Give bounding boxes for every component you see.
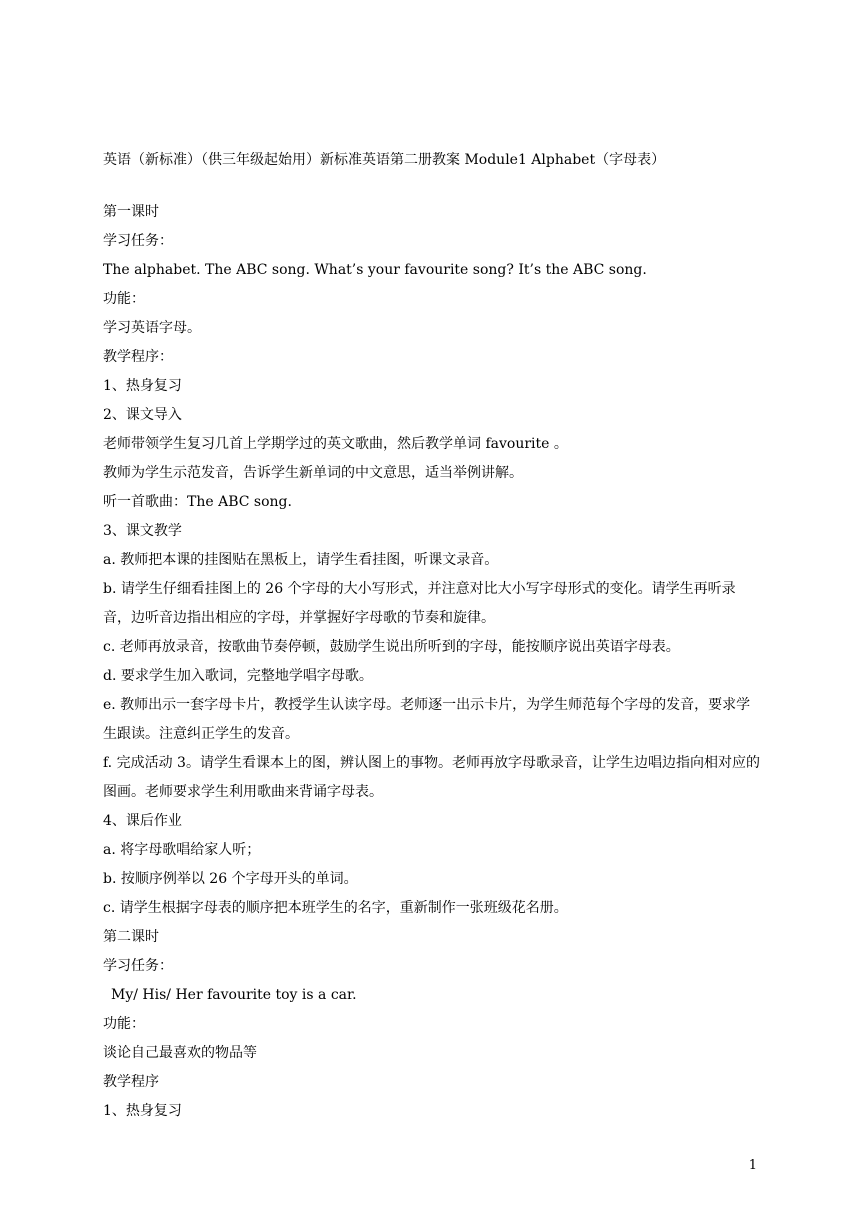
- document-title: 英语（新标准）（供三年级起始用）新标准英语第二册教案 Module1 Alphabet（字母表）: [103, 152, 666, 168]
- introduction-line-3: 听一首歌曲：The ABC song.: [103, 494, 292, 510]
- lesson-two-procedure-heading: 教学程序: [103, 1074, 159, 1090]
- lesson-two-warmup: 1、热身复习: [103, 1103, 182, 1119]
- homework-item-b: b. 按顺序例举以 26 个字母开头的单词。: [103, 871, 358, 887]
- introduction-line-2: 教师为学生示范发音，告诉学生新单词的中文意思，适当举例讲解。: [103, 465, 523, 481]
- lesson-one-heading: 第一课时: [103, 204, 159, 220]
- teaching-procedure-heading: 教学程序：: [103, 349, 173, 365]
- teaching-item-d: d. 要求学生加入歌词，完整地学唱字母歌。: [103, 668, 373, 684]
- introduction-line-1: 老师带领学生复习几首上学期学过的英文歌曲，然后教学单词 favourite 。: [103, 436, 568, 452]
- homework-item-c: c. 请学生根据字母表的顺序把本班学生的名字，重新制作一张班级花名册。: [103, 900, 568, 916]
- teaching-item-a: a. 教师把本课的挂图贴在黑板上，请学生看挂图，听课文录音。: [103, 552, 499, 568]
- page-number: 1: [748, 1158, 757, 1173]
- teaching-item-c: c. 老师再放录音，按歌曲节奏停顿，鼓励学生说出所听到的字母，能按顺序说出英语字母表。: [103, 639, 680, 655]
- teaching-item-f: f. 完成活动 3。请学生看课本上的图，辨认图上的事物。老师再放字母歌录音，让学生边唱边指向相对应的图画。老师要求学生利用歌曲来背诵字母表。: [103, 755, 760, 800]
- lesson-two-heading: 第二课时: [103, 929, 159, 945]
- lesson-two-task-heading: 学习任务：: [103, 958, 173, 974]
- step-warmup: 1、热身复习: [103, 378, 182, 394]
- lesson-two-task-content: My/ His/ Her favourite toy is a car.: [111, 987, 357, 1003]
- lesson-two-function-heading: 功能：: [103, 1016, 145, 1032]
- lesson-two-function-content: 谈论自己最喜欢的物品等: [103, 1045, 257, 1061]
- step-homework: 4、课后作业: [103, 813, 182, 829]
- step-teaching: 3、课文教学: [103, 523, 182, 539]
- homework-item-a: a. 将字母歌唱给家人听；: [103, 842, 261, 858]
- document-body: [103, 146, 763, 1126]
- learning-task-heading: 学习任务：: [103, 233, 173, 249]
- step-introduction: 2、课文导入: [103, 407, 182, 423]
- function-heading: 功能：: [103, 291, 145, 307]
- teaching-item-b: b. 请学生仔细看挂图上的 26 个字母的大小写形式，并注意对比大小写字母形式的变化。请学生再听录音，边听音边指出相应的字母，并掌握好字母歌的节奏和旋律。: [103, 581, 736, 626]
- learning-task-content: The alphabet. The ABC song. What’s your favourite song? It’s the ABC song.: [103, 262, 647, 278]
- function-content: 学习英语字母。: [103, 320, 201, 336]
- teaching-item-e: e. 教师出示一套字母卡片，教授学生认读字母。老师逐一出示卡片，为学生师范每个字母的发音，要求学生跟读。注意纠正学生的发音。: [103, 697, 751, 742]
